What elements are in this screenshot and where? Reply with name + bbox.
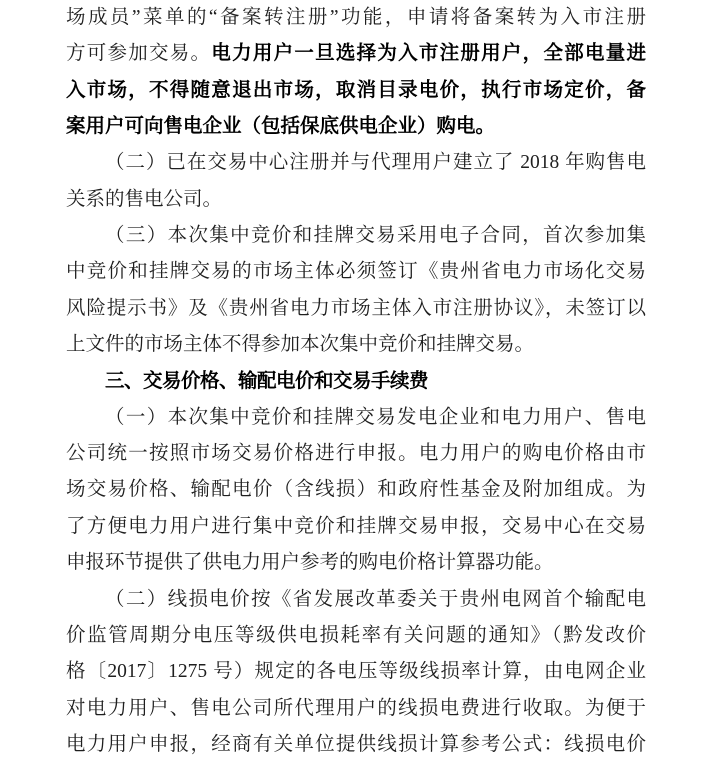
text-line: 案用户可向售电企业（包括保底供电企业）购电。: [66, 116, 496, 138]
text-line: 场交易价格、输配电价（含线损）和政府性基金及附加组成。为: [66, 479, 646, 501]
text-line: 场成员”菜单的“备案转注册”功能，申请将备案转为入市注册: [66, 7, 646, 28]
text-segment-bold: 电力用户一旦选择为入市注册用户，全部电量进: [211, 43, 646, 65]
document-body: [66, 0, 646, 763]
text-line: 了方便电力用户进行集中竞价和挂牌交易申报，交易中心在交易: [66, 515, 646, 537]
text-line: 电力用户申报，经商有关单位提供线损计算参考公式：线损电价: [66, 733, 646, 755]
text-line: （二）已在交易中心注册并与代理用户建立了 2018 年购售电: [105, 152, 646, 174]
text-line: 格〔2017〕1275 号）规定的各电压等级线损率计算，由电网企业: [66, 661, 646, 683]
text-line: 入市场，不得随意退出市场，取消目录电价，执行市场定价，备: [66, 79, 646, 101]
text-line: （二）线损电价按《省发展改革委关于贵州电网首个输配电: [105, 588, 646, 610]
text-line: 中竞价和挂牌交易的市场主体必须签订《贵州省电力市场化交易: [66, 261, 646, 283]
text-line: （一）本次集中竞价和挂牌交易发电企业和电力用户、售电: [105, 406, 646, 428]
section-heading-text: 三、交易价格、输配电价和交易手续费: [105, 370, 429, 393]
paragraph-item-1-pricing: [66, 400, 646, 582]
text-line: 公司统一按照市场交易价格进行申报。电力用户的购电价格由市: [66, 443, 646, 465]
text-line: [66, 36, 646, 72]
text-line: 关系的售电公司。: [66, 188, 223, 210]
text-line: 风险提示书》及《贵州省电力市场主体入市注册协议》，未签订以: [66, 297, 646, 319]
text-line: （三）本次集中竞价和挂牌交易采用电子合同，首次参加集: [105, 225, 646, 247]
section-heading-3: [66, 363, 646, 399]
text-line: 价监管周期分电压等级供电损耗率有关问题的通知》（黔发改价: [66, 624, 646, 646]
text-line: 对电力用户、售电公司所代理用户的线损电费进行收取。为便于: [66, 697, 646, 719]
paragraph-item-2-sellers: [66, 145, 646, 218]
text-segment-normal: 方可参加交易。: [66, 43, 212, 65]
paragraph-item-2-line-loss: [66, 582, 646, 764]
paragraph-continued-registration: [66, 0, 646, 145]
paragraph-item-3-contracts: [66, 218, 646, 363]
text-line: 上文件的市场主体不得参加本次集中竞价和挂牌交易。: [66, 334, 535, 356]
text-line: 申报环节提供了供电力用户参考的购电价格计算器功能。: [66, 552, 554, 574]
